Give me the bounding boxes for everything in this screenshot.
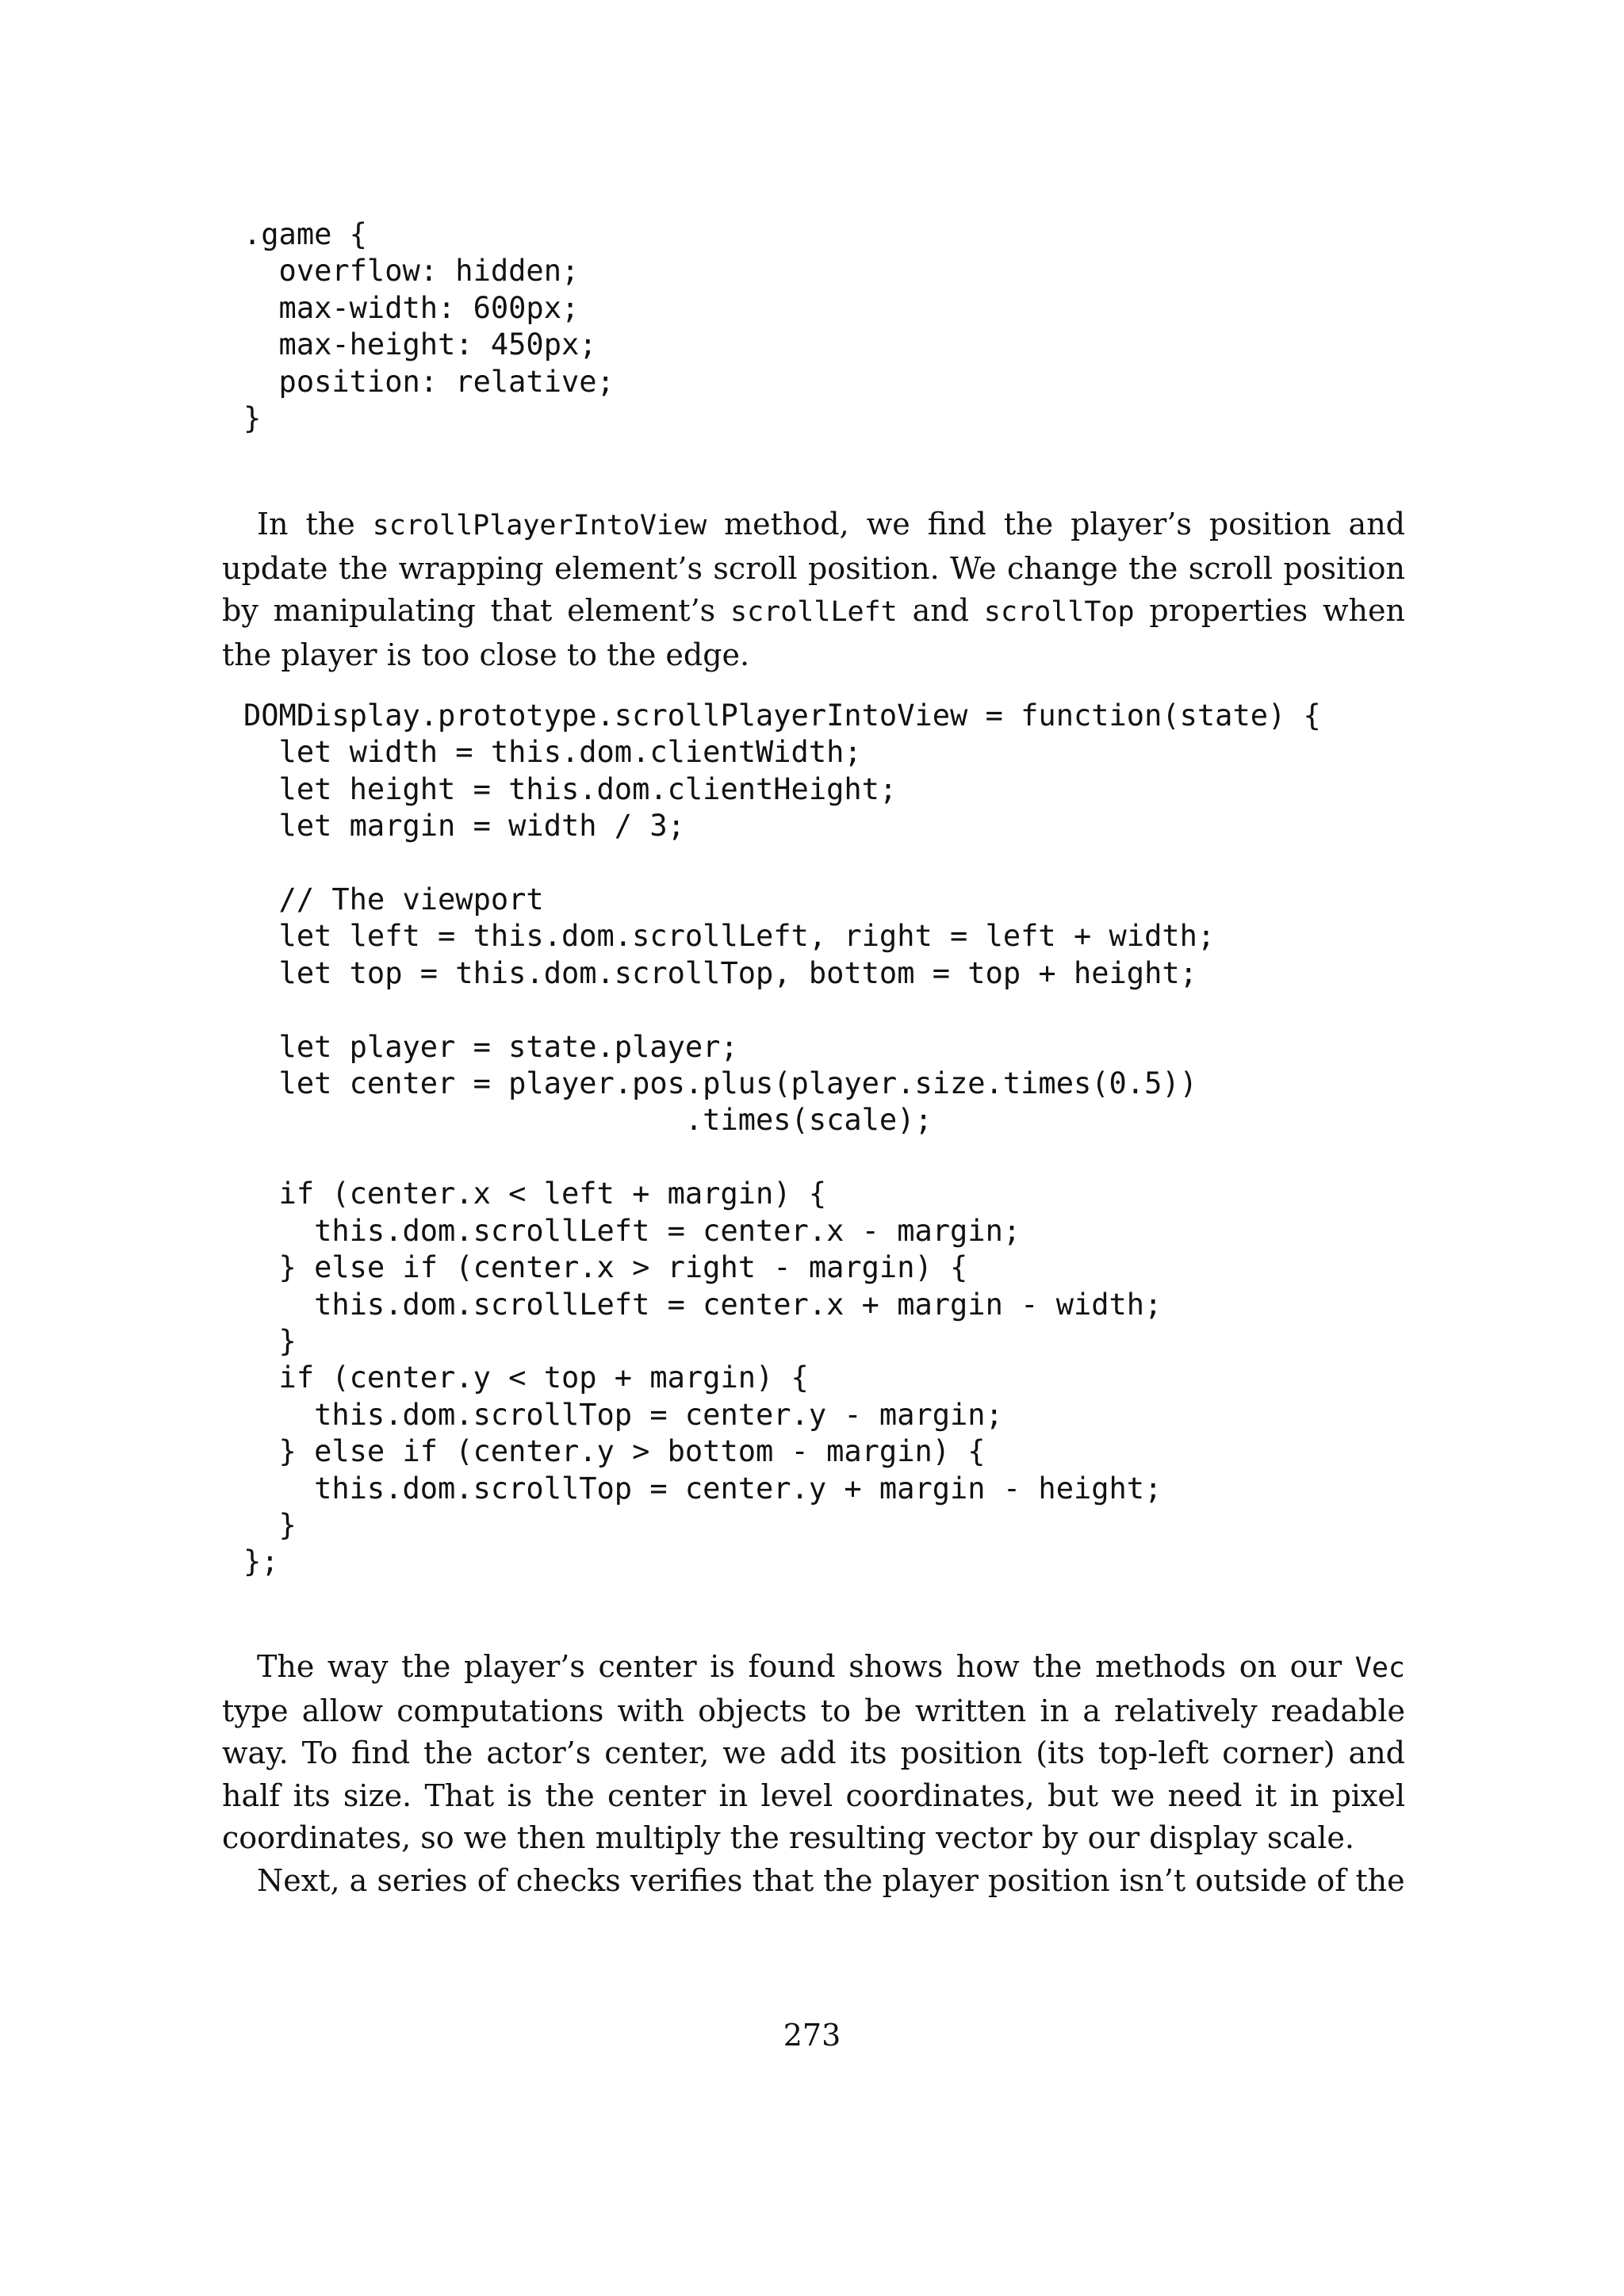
paragraph-center-explanation xyxy=(222,1646,1405,1860)
text-run: The way the player’s center is found shows how the methods on our xyxy=(257,1649,1355,1684)
text-run: type allow computations with objects to be written in a relatively readable way. To find the actor’s center, we add its position (its top-left corner) and half its size. That is the center in level coordinates, but we need it in pixel coordinates, so we then multiply the resulting vector by our display scale. xyxy=(222,1693,1405,1855)
text-run: In the xyxy=(257,507,373,541)
text-run: method, we find the player’s position and update the wrapping element’s scroll position. We change the scroll position by manipulating that element’s xyxy=(222,507,1406,628)
css-code-block: .game { overflow: hidden; max-width: 600px; max-height: 450px; position: relative; } xyxy=(243,217,615,436)
page-number: 273 xyxy=(783,2018,841,2053)
text-run: properties when the player is too close to the edge. xyxy=(222,593,1405,672)
paragraph-checks xyxy=(222,1860,1405,1903)
text-run: Next, a series of checks verifies that the player position isn’t outside of the xyxy=(257,1862,1405,1898)
inline-code: scrollTop xyxy=(983,596,1135,628)
js-code-block: DOMDisplay.prototype.scrollPlayerIntoView = function(state) { let width = this.dom.clientWidth; let height = this.dom.clientHeight; let margin = width / 3; // The viewport let left = this.dom.scrollLeft, right = left + width; let top = this.dom.scrollTop, bottom = top + height; let player = state.player; let center = player.pos.plus(player.size.times(0.5)) .times(scale); if (center.x < left + margin) { this.dom.scrollLeft = center.x - margin; } else if (center.x > right - margin) { this.dom.scrollLeft = center.x + margin - width; } if (center.y < top + margin) { this.dom.scrollTop = center.y - margin; } else if (center.y > bottom - margin) { this.dom.scrollTop = center.y + margin - height; } }; xyxy=(243,698,1321,1579)
inline-code: scrollLeft xyxy=(730,596,898,628)
paragraph-scroll-method xyxy=(222,503,1405,676)
inline-code: Vec xyxy=(1354,1652,1405,1684)
paragraph-group xyxy=(222,1646,1405,1902)
text-run: and xyxy=(897,593,984,628)
inline-code: scrollPlayerIntoView xyxy=(372,510,707,541)
